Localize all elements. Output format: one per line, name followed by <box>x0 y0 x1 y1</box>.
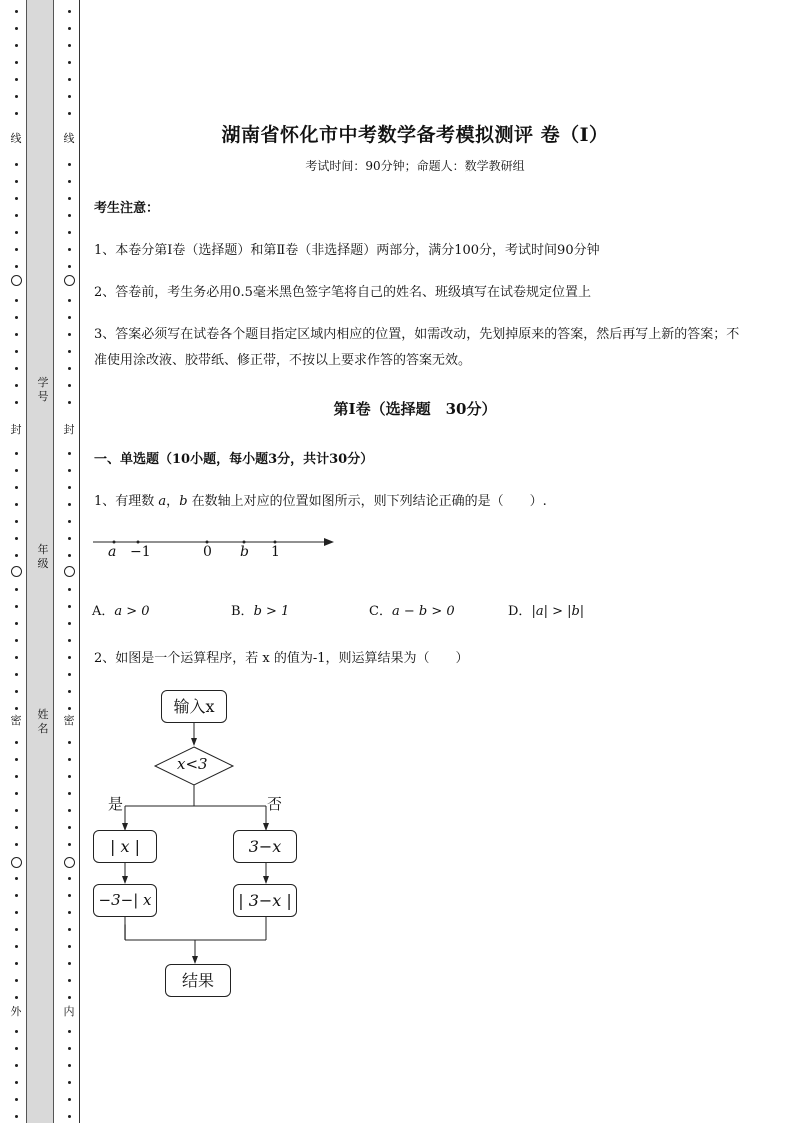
margin-dot <box>68 78 71 81</box>
margin-dot <box>68 639 71 642</box>
margin-dot <box>15 333 18 336</box>
margin-dot <box>15 299 18 302</box>
outer-margin-label: 外 <box>10 1005 22 1018</box>
margin-dot <box>68 962 71 965</box>
nl-label-b: b <box>240 544 249 560</box>
margin-dot <box>15 10 18 13</box>
margin-dot <box>68 826 71 829</box>
margin-dot <box>15 1030 18 1033</box>
margin-dot <box>15 792 18 795</box>
option-c[interactable]: C．a − b > 0 <box>369 604 455 619</box>
section-heading: 一、单选题（10小题，每小题3分，共计30分） <box>94 452 374 467</box>
margin-dot <box>15 690 18 693</box>
margin-dot <box>68 95 71 98</box>
margin-dot <box>15 231 18 234</box>
margin-dot <box>15 265 18 268</box>
margin-dot <box>68 979 71 982</box>
margin-dot <box>68 503 71 506</box>
margin-dot <box>68 214 71 217</box>
margin-dot <box>15 367 18 370</box>
margin-dot <box>15 248 18 251</box>
margin-dot <box>68 401 71 404</box>
margin-dot <box>15 928 18 931</box>
flow-result-box: 结果 <box>165 964 231 997</box>
nl-label-zero: 0 <box>203 544 212 560</box>
margin-dot <box>68 384 71 387</box>
margin-dot <box>68 792 71 795</box>
flow-input-box: 输入x <box>161 690 227 723</box>
margin-dot <box>15 1047 18 1050</box>
margin-dot <box>68 690 71 693</box>
flow-no-label: 否 <box>267 795 283 813</box>
inner-margin-label: 封 <box>63 423 75 436</box>
margin-dot <box>15 826 18 829</box>
margin-dot <box>15 486 18 489</box>
margin-dot <box>68 231 71 234</box>
margin-dot <box>15 996 18 999</box>
notice-item-1: 1、本卷分第Ⅰ卷（选择题）和第Ⅱ卷（非选择题）两部分，满分100分，考试时间90分钟 <box>94 243 600 258</box>
option-a[interactable]: A．a > 0 <box>92 604 150 619</box>
margin-dot <box>68 44 71 47</box>
page-title: 湖南省怀化市中考数学备考模拟测评 卷（Ⅰ） <box>221 124 609 146</box>
margin-dot <box>68 316 71 319</box>
margin-dot <box>15 112 18 115</box>
binding-line <box>79 0 80 1123</box>
margin-dot <box>68 554 71 557</box>
inner-margin-label: 内 <box>63 1005 75 1018</box>
margin-dot <box>15 44 18 47</box>
margin-dot <box>68 605 71 608</box>
label-student-id: 学号 <box>37 376 49 403</box>
option-d[interactable]: D．|a| > |b| <box>508 604 585 619</box>
margin-dot <box>15 1115 18 1118</box>
margin-dot <box>68 843 71 846</box>
inner-margin-label: 密 <box>63 714 75 727</box>
margin-dot <box>68 996 71 999</box>
margin-dot <box>68 894 71 897</box>
margin-dot <box>68 758 71 761</box>
margin-dot <box>15 809 18 812</box>
exam-info: 考试时间：90分钟；命题人：数学教研组 <box>305 159 525 173</box>
margin-dot <box>15 469 18 472</box>
margin-dot <box>15 775 18 778</box>
margin-dot <box>68 656 71 659</box>
margin-dot <box>15 622 18 625</box>
margin-dot <box>68 809 71 812</box>
question-1-stem: 1、有理数 a，b 在数轴上对应的位置如图所示，则下列结论正确的是（ ）. <box>94 494 547 509</box>
margin-dot <box>15 503 18 506</box>
margin-dot <box>15 1064 18 1067</box>
flow-abs-x-box: | x | <box>93 830 157 863</box>
flow-condition: x<3 <box>177 755 208 773</box>
margin-dot <box>15 61 18 64</box>
outer-margin-label: 密 <box>10 714 22 727</box>
option-b[interactable]: B．b > 1 <box>231 604 290 619</box>
margin-dot <box>68 486 71 489</box>
margin-dot <box>68 367 71 370</box>
margin-dot <box>15 588 18 591</box>
margin-dot <box>15 180 18 183</box>
margin-dot <box>15 1098 18 1101</box>
margin-dot <box>68 333 71 336</box>
margin-circle <box>11 857 22 868</box>
margin-dot <box>15 877 18 880</box>
nl-label-one: 1 <box>271 544 280 560</box>
margin-dot <box>68 61 71 64</box>
margin-dot <box>68 1047 71 1050</box>
outer-margin-label: 封 <box>10 423 22 436</box>
margin-dot <box>15 894 18 897</box>
margin-dot <box>68 27 71 30</box>
margin-dot <box>68 1098 71 1101</box>
margin-dot <box>68 10 71 13</box>
flow-abs-three-minus-x-box: | 3−x | <box>233 884 297 917</box>
margin-dot <box>68 1081 71 1084</box>
margin-dot <box>68 537 71 540</box>
nl-label-a: a <box>108 544 117 560</box>
margin-dot <box>68 741 71 744</box>
margin-dot <box>15 843 18 846</box>
label-name: 姓名 <box>37 708 49 735</box>
question-2-stem: 2、如图是一个运算程序，若 x 的值为-1，则运算结果为（ ） <box>94 651 469 666</box>
margin-dot <box>15 707 18 710</box>
inner-margin-label: 线 <box>63 132 75 145</box>
margin-dot <box>68 180 71 183</box>
margin-dot <box>15 605 18 608</box>
margin-dot <box>68 1115 71 1118</box>
margin-dot <box>68 945 71 948</box>
flow-yes-label: 是 <box>108 795 124 813</box>
margin-dot <box>15 197 18 200</box>
part-title: 第Ⅰ卷（选择题 30分） <box>333 400 497 418</box>
margin-dot <box>15 452 18 455</box>
margin-dot <box>15 78 18 81</box>
margin-dot <box>68 197 71 200</box>
margin-dot <box>15 979 18 982</box>
flow-neg-three-minus-abs-x-box: −3−| x | <box>93 884 157 917</box>
margin-dot <box>15 1081 18 1084</box>
margin-dot <box>68 622 71 625</box>
outer-margin-label: 线 <box>10 132 22 145</box>
margin-circle <box>64 566 75 577</box>
margin-dot <box>68 673 71 676</box>
notice-item-3: 3、答案必须写在试卷各个题目指定区域内相应的位置，如需改动，先划掉原来的答案，然后再写上新的答案；不准使用涂改液、胶带纸、修正带，不按以上要求作答的答案无效。 <box>94 327 740 368</box>
margin-dot <box>15 27 18 30</box>
margin-dot <box>68 775 71 778</box>
flow-three-minus-x-box: 3−x <box>233 830 297 863</box>
margin-dot <box>68 911 71 914</box>
margin-dot <box>15 95 18 98</box>
margin-dot <box>68 707 71 710</box>
margin-dot <box>15 520 18 523</box>
margin-dot <box>15 656 18 659</box>
margin-dot <box>15 758 18 761</box>
margin-dot <box>15 911 18 914</box>
margin-dot <box>15 673 18 676</box>
margin-dot <box>68 265 71 268</box>
margin-dot <box>15 741 18 744</box>
margin-dot <box>15 554 18 557</box>
margin-dot <box>68 588 71 591</box>
number-line <box>90 532 340 552</box>
margin-circle <box>64 857 75 868</box>
margin-dot <box>68 1030 71 1033</box>
margin-dot <box>15 945 18 948</box>
notice-heading: 考生注意： <box>94 201 160 216</box>
margin-dot <box>15 350 18 353</box>
margin-dot <box>68 299 71 302</box>
margin-dot <box>68 452 71 455</box>
label-grade: 年级 <box>37 543 49 570</box>
margin-dot <box>68 928 71 931</box>
margin-dot <box>68 877 71 880</box>
margin-dot <box>15 639 18 642</box>
margin-dot <box>68 1064 71 1067</box>
margin-dot <box>68 350 71 353</box>
margin-dot <box>68 520 71 523</box>
nl-label-minus-one: −1 <box>130 544 151 560</box>
margin-circle <box>11 275 22 286</box>
margin-dot <box>15 214 18 217</box>
margin-dot <box>15 537 18 540</box>
margin-circle <box>64 275 75 286</box>
margin-dot <box>68 248 71 251</box>
notice-item-2: 2、答卷前，考生务必用0.5毫米黑色签字笔将自己的姓名、班级填写在试卷规定位置上 <box>94 285 591 300</box>
margin-dot <box>68 469 71 472</box>
margin-dot <box>15 316 18 319</box>
margin-dot <box>68 163 71 166</box>
margin-circle <box>11 566 22 577</box>
margin-dot <box>68 112 71 115</box>
margin-dot <box>15 163 18 166</box>
margin-dot <box>15 962 18 965</box>
margin-dot <box>15 401 18 404</box>
margin-dot <box>15 384 18 387</box>
